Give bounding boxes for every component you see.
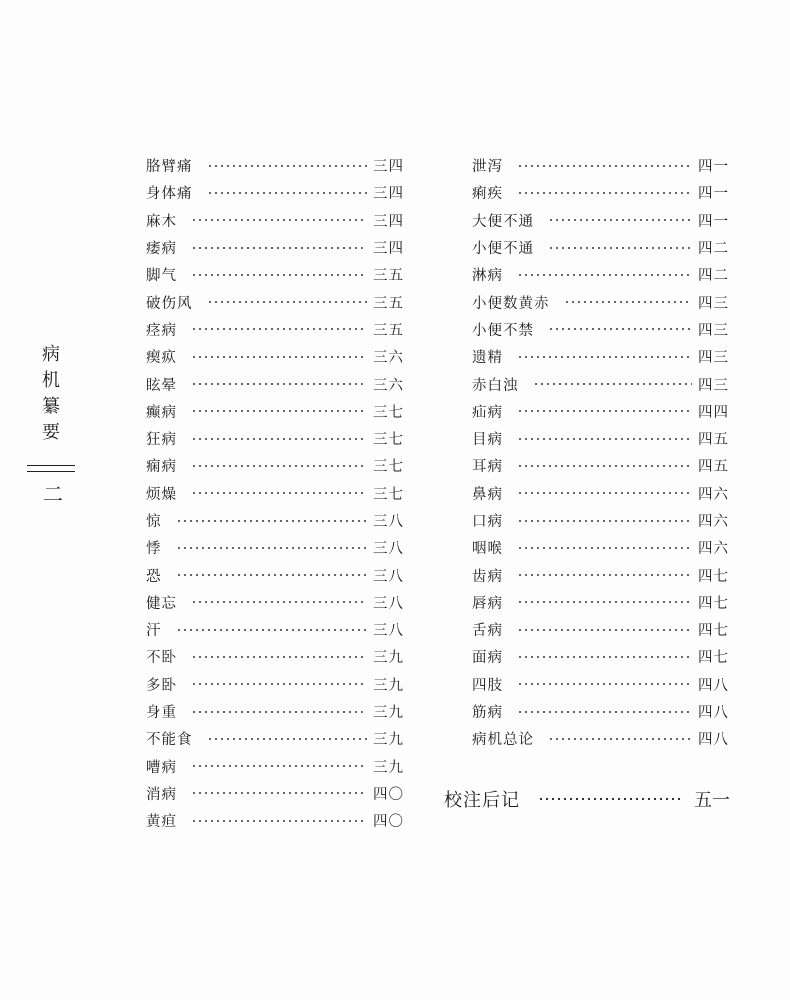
toc-entry-title: 病机总论	[472, 732, 534, 749]
book-title	[36, 342, 66, 446]
toc-entry-page: 三八	[373, 595, 404, 612]
toc-column-right	[472, 152, 729, 753]
toc-entry-title: 咽喉	[472, 541, 503, 558]
toc-entry-title: 破伤风	[146, 295, 193, 312]
dot-leader	[548, 738, 692, 740]
toc-entry-title: 烦燥	[146, 486, 177, 503]
toc-entry-page: 三八	[373, 541, 404, 558]
dot-leader	[191, 601, 367, 603]
dot-leader	[517, 601, 692, 603]
toc-entry-title: 身体痛	[146, 186, 193, 203]
toc-entry-page: 四一	[698, 186, 729, 203]
toc-entry	[146, 671, 404, 698]
toc-entry-title: 齿病	[472, 568, 503, 585]
toc-entry-title: 汗	[146, 623, 162, 640]
toc-entry-title: 黄疸	[146, 814, 177, 831]
toc-entry-page: 四八	[698, 705, 729, 722]
dot-leader	[191, 465, 367, 467]
toc-entry	[146, 616, 404, 643]
toc-entry	[472, 288, 729, 315]
toc-entry-page: 三七	[373, 459, 404, 476]
toc-entry	[146, 643, 404, 670]
toc-entry	[146, 753, 404, 780]
toc-entry	[472, 343, 729, 370]
book-title-char: 病	[42, 344, 60, 365]
dot-leader	[176, 629, 368, 631]
toc-entry-page: 三四	[373, 186, 404, 203]
toc-entry-page: 三四	[373, 159, 404, 176]
toc-entry-title: 痫病	[146, 459, 177, 476]
toc-entry-page: 三九	[373, 677, 404, 694]
toc-entry-page: 三九	[373, 732, 404, 749]
toc-entry-title: 健忘	[146, 595, 177, 612]
dot-leader	[517, 656, 692, 658]
dot-leader	[191, 765, 367, 767]
toc-entry-page: 三九	[373, 705, 404, 722]
toc-entry-page: 四七	[698, 650, 729, 667]
dot-leader	[517, 711, 692, 713]
book-title-char: 纂	[42, 396, 60, 417]
dot-leader	[517, 547, 692, 549]
dot-leader	[533, 383, 693, 385]
dot-leader	[191, 328, 367, 330]
dot-leader	[176, 574, 368, 576]
dot-leader	[191, 247, 367, 249]
toc-entry-page: 三八	[373, 514, 404, 530]
toc-entry-title: 瘈疭	[146, 350, 177, 367]
toc-entry-page: 三五	[373, 322, 404, 339]
toc-entry-page: 四七	[698, 568, 729, 585]
toc-entry	[146, 179, 404, 206]
toc-entry-page: 四六	[698, 486, 729, 503]
toc-entry-page: 四〇	[373, 814, 404, 831]
toc-entry-title: 恐	[146, 568, 162, 585]
dot-leader	[191, 711, 367, 713]
toc-entry-title: 痉病	[146, 322, 177, 339]
toc-entry-page: 四七	[698, 623, 729, 640]
toc-entry-title: 脚气	[146, 268, 177, 285]
toc-entry-title: 不卧	[146, 650, 177, 667]
toc-entry	[472, 152, 729, 179]
toc-entry-title: 癫病	[146, 404, 177, 421]
dot-leader	[548, 328, 692, 330]
toc-entry-page: 三五	[373, 295, 404, 312]
dot-leader	[191, 656, 367, 658]
toc-entry-page: 四三	[698, 322, 729, 339]
toc-entry	[472, 643, 729, 670]
dot-leader	[517, 165, 692, 167]
toc-entry-title: 舌病	[472, 623, 503, 640]
toc-entry	[472, 179, 729, 206]
toc-entry	[472, 261, 729, 288]
toc-entry-title: 泄泻	[472, 159, 503, 176]
toc-entry	[472, 561, 729, 588]
toc-entry	[146, 370, 404, 397]
toc-entry-title: 胳臂痛	[146, 159, 193, 176]
toc-entry	[146, 507, 404, 534]
dot-leader	[538, 798, 682, 800]
dot-leader	[191, 820, 367, 822]
dot-leader	[207, 192, 368, 194]
toc-entry	[146, 534, 404, 561]
toc-entry-page: 四二	[698, 241, 729, 258]
toc-entry-page: 三六	[373, 350, 404, 367]
book-title-char: 机	[42, 370, 60, 391]
toc-entry	[472, 671, 729, 698]
toc-entry-title: 痿病	[146, 241, 177, 258]
toc-entry-page: 三四	[373, 213, 404, 230]
toc-entry-page: 三七	[373, 432, 404, 449]
toc-entry-title: 惊	[146, 514, 162, 530]
dot-leader	[191, 683, 367, 685]
toc-entry-page: 四二	[698, 268, 729, 285]
toc-entry-title: 遗精	[472, 350, 503, 367]
dot-leader	[191, 274, 367, 276]
double-rule-divider	[27, 465, 75, 472]
toc-entry-title: 唇病	[472, 595, 503, 612]
toc-entry-title: 眩晕	[146, 377, 177, 394]
toc-entry	[472, 589, 729, 616]
toc-entry-page: 三九	[373, 759, 404, 776]
dot-leader	[191, 383, 367, 385]
toc-entry-page: 三八	[373, 568, 404, 585]
toc-entry	[146, 807, 404, 834]
dot-leader	[517, 192, 692, 194]
toc-entry	[472, 370, 729, 397]
toc-entry-title: 悸	[146, 541, 162, 558]
book-title-char: 要	[42, 422, 60, 443]
toc-entry-title: 不能食	[146, 732, 193, 749]
dot-leader	[548, 247, 692, 249]
toc-entry-page: 四六	[698, 514, 729, 530]
toc-entry	[472, 316, 729, 343]
page-number: 二	[43, 482, 63, 506]
toc-entry	[472, 725, 729, 752]
toc-entry	[472, 534, 729, 561]
toc-entry	[472, 480, 729, 507]
toc-entry	[472, 452, 729, 479]
toc-entry	[146, 725, 404, 752]
toc-entry-page: 五一	[694, 790, 730, 811]
toc-entry-title: 大便不通	[472, 213, 534, 230]
toc-entry	[146, 316, 404, 343]
dot-leader	[191, 410, 367, 412]
dot-leader	[548, 219, 692, 221]
toc-entry-title: 小便不禁	[472, 322, 534, 339]
toc-entry-page: 三四	[373, 241, 404, 258]
toc-entry	[146, 261, 404, 288]
toc-entry	[146, 234, 404, 261]
toc-entry-title: 身重	[146, 705, 177, 722]
toc-entry	[472, 616, 729, 643]
toc-entry-title: 麻木	[146, 213, 177, 230]
toc-entry-page: 三五	[373, 268, 404, 285]
dot-leader	[176, 547, 368, 549]
toc-entry	[146, 480, 404, 507]
toc-entry-title: 赤白浊	[472, 377, 519, 394]
dot-leader	[207, 301, 368, 303]
toc-entry-page: 三八	[373, 623, 404, 640]
toc-entry-page: 四七	[698, 595, 729, 612]
dot-leader	[517, 410, 692, 412]
toc-entry-title: 小便不通	[472, 241, 534, 258]
dot-leader	[517, 520, 692, 522]
toc-entry-title: 四肢	[472, 677, 503, 694]
toc-entry	[146, 698, 404, 725]
toc-entry	[472, 234, 729, 261]
toc-entry-page: 四六	[698, 541, 729, 558]
toc-entry-title: 小便数黄赤	[472, 295, 550, 312]
dot-leader	[207, 165, 368, 167]
dot-leader	[191, 356, 367, 358]
toc-entry-page: 四四	[698, 404, 729, 421]
toc-entry	[472, 698, 729, 725]
toc-entry-title: 消病	[146, 786, 177, 803]
toc-entry	[472, 425, 729, 452]
dot-leader	[191, 792, 367, 794]
dot-leader	[517, 492, 692, 494]
dot-leader	[517, 356, 692, 358]
toc-entry-title: 淋病	[472, 268, 503, 285]
toc-entry	[146, 780, 404, 807]
toc-entry	[146, 561, 404, 588]
toc-entry	[146, 589, 404, 616]
dot-leader	[191, 219, 367, 221]
dot-leader	[564, 301, 693, 303]
toc-entry	[472, 207, 729, 234]
toc-entry-page: 四三	[698, 350, 729, 367]
toc-entry-title: 多卧	[146, 677, 177, 694]
toc-entry	[472, 507, 729, 534]
toc-entry-page: 三六	[373, 377, 404, 394]
toc-entry	[146, 288, 404, 315]
dot-leader	[176, 520, 368, 522]
toc-entry	[146, 152, 404, 179]
toc-entry	[146, 452, 404, 479]
toc-entry-title: 校注后记	[444, 790, 520, 811]
dot-leader	[517, 629, 692, 631]
toc-entry	[146, 425, 404, 452]
toc-entry-page: 四一	[698, 213, 729, 230]
toc-entry-page: 四〇	[373, 786, 404, 803]
toc-column-left	[146, 152, 404, 834]
toc-entry-title: 筋病	[472, 705, 503, 722]
toc-entry	[146, 207, 404, 234]
toc-entry-title: 口病	[472, 514, 503, 530]
dot-leader	[517, 574, 692, 576]
toc-entry-title: 狂病	[146, 432, 177, 449]
toc-entry-page: 四三	[698, 377, 729, 394]
toc-entry	[472, 398, 729, 425]
toc-entry	[146, 343, 404, 370]
toc-entry-page: 四八	[698, 732, 729, 749]
toc-entry-page: 三七	[373, 404, 404, 421]
dot-leader	[517, 683, 692, 685]
toc-entry-title: 目病	[472, 432, 503, 449]
toc-entry-title: 面病	[472, 650, 503, 667]
dot-leader	[517, 465, 692, 467]
toc-entry-page: 四一	[698, 159, 729, 176]
toc-entry-title: 嘈病	[146, 759, 177, 776]
dot-leader	[517, 274, 692, 276]
toc-entry-page: 四三	[698, 295, 729, 312]
dot-leader	[191, 492, 367, 494]
toc-entry-page: 四八	[698, 677, 729, 694]
toc-entry-title: 疝病	[472, 404, 503, 421]
toc-entry-page: 四五	[698, 459, 729, 476]
toc-entry-page: 三九	[373, 650, 404, 667]
toc-entry-title: 鼻病	[472, 486, 503, 503]
dot-leader	[517, 438, 692, 440]
toc-entry-title: 耳病	[472, 459, 503, 476]
toc-entry-title: 痢疾	[472, 186, 503, 203]
toc-entry-page: 三七	[373, 486, 404, 503]
toc-entry-page: 四五	[698, 432, 729, 449]
dot-leader	[191, 438, 367, 440]
toc-entry	[146, 398, 404, 425]
dot-leader	[207, 738, 368, 740]
toc-entry-afterword	[444, 786, 730, 812]
